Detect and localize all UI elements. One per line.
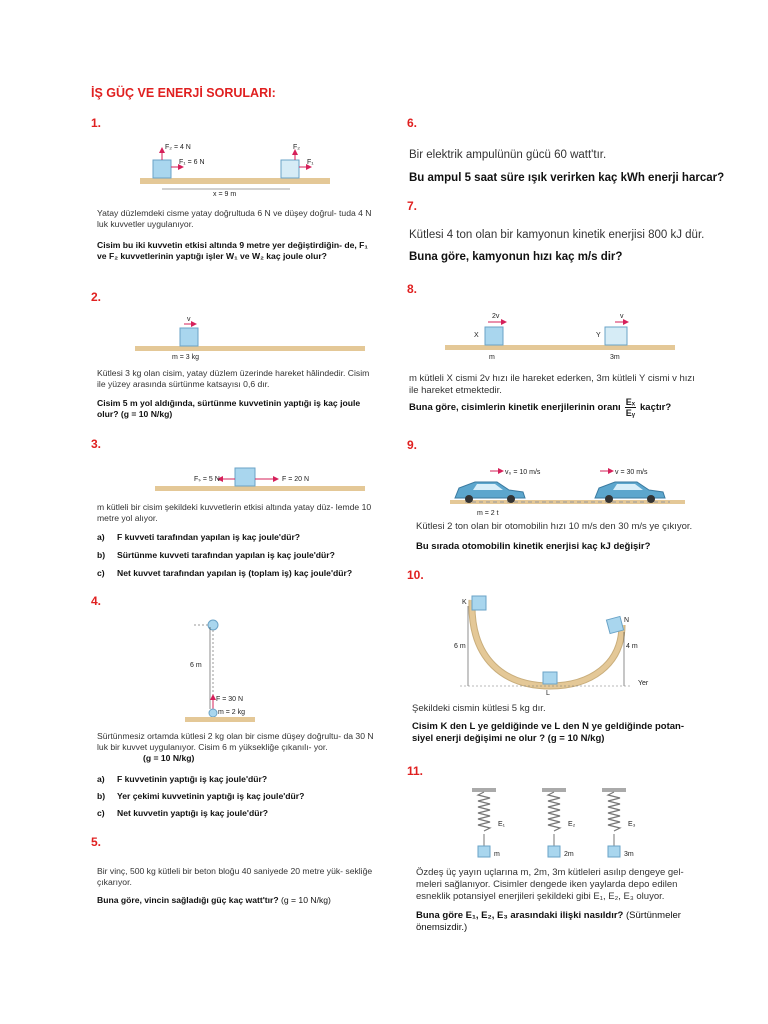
block-n xyxy=(606,616,623,633)
q11-figure xyxy=(460,786,670,862)
question-number-1: 1. xyxy=(91,116,102,130)
q3-a-text: F kuvveti tarafından yapılan iş kaç joule'dür? xyxy=(117,532,301,542)
q3-b-label: b) xyxy=(97,550,106,560)
friction-label: Fₛ = 5 N xyxy=(194,476,220,483)
q11-question xyxy=(416,910,702,934)
e2-label: E₂ xyxy=(568,821,576,828)
q7-text: Kütlesi 4 ton olan bir kamyonun kinetik enerjisi 800 kJ dür. xyxy=(409,229,705,241)
q4-g: (g = 10 N/kg) xyxy=(143,753,195,763)
surface xyxy=(135,346,365,351)
surface xyxy=(140,178,330,184)
q5-question xyxy=(97,895,331,906)
hk-label: 6 m xyxy=(454,643,466,650)
ground-label: Yer xyxy=(638,680,649,687)
q8-frac-den: Eᵧ xyxy=(625,408,635,418)
q9-figure xyxy=(445,460,690,518)
hn-label: 4 m xyxy=(626,643,638,650)
f1-label: F₁ = 6 N xyxy=(179,159,205,166)
q3-text: m kütleli bir cisim şekildeki kuvvetlerin etkisi altında yatay düz- lemde 10 metre yol alıyor. xyxy=(97,502,372,523)
q8-text: m kütleli X cismi 2v hızı ile hareket ederken, 3m kütleli Y cismi v hızı ile hareket etmektedir. xyxy=(409,373,695,396)
x-label: X xyxy=(474,332,479,339)
spring-1 xyxy=(472,788,506,858)
q1-question: Cisim bu iki kuvvetin etkisi altında 9 metre yer değiştirdiğin- de, F₁ ve F₂ kuvvetlerinin yaptığı işler W₁ ve W₂ kaç joule olur? xyxy=(97,240,368,261)
q5-g: (g = 10 N/kg) xyxy=(280,895,331,905)
q5-question-text: Buna göre, vincin sağladığı güç kaç watt'tır? xyxy=(97,895,279,905)
q8-fraction xyxy=(625,397,636,418)
q10-text: Şekildeki cismin kütlesi 5 kg dır. xyxy=(412,703,546,714)
q3-figure xyxy=(150,458,370,498)
f2-label: F₂ = 4 N xyxy=(165,144,191,151)
block-left xyxy=(153,160,171,178)
block-k xyxy=(472,596,486,610)
question-number-11: 11. xyxy=(407,764,424,778)
q4-text: Sürtünmesiz ortamda kütlesi 2 kg olan bir cisme düşey doğrultu- da 30 N luk bir kuvvet uygulanıyor. Cisim 6 m yüksekliğe çıkanılı- yor. xyxy=(97,731,374,752)
q4-a-label: a) xyxy=(97,774,105,784)
q5-text: Bir vinç, 500 kg kütleli bir beton bloğu 40 saniyede 20 metre yük- sekliğe çıkarıyor. xyxy=(97,866,373,887)
car-right xyxy=(595,482,665,503)
y-label: Y xyxy=(596,332,601,339)
q8-question-text: Buna göre, cisimlerin kinetik enerjilerinin oranı xyxy=(409,402,621,413)
l-label: L xyxy=(546,690,550,697)
v-label: v xyxy=(620,313,624,320)
2v-label: 2v xyxy=(492,313,500,320)
q8-figure xyxy=(440,307,680,365)
question-number-9: 9. xyxy=(407,438,418,452)
m2-label: 2m xyxy=(564,851,574,858)
q9-text: Kütlesi 2 ton olan bir otomobilin hızı 10 m/s den 30 m/s ye çıkıyor. xyxy=(416,521,693,532)
block xyxy=(180,328,198,346)
n-label: N xyxy=(624,617,630,624)
e1-label: E₁ xyxy=(498,821,506,828)
q11-note: (Sürtünmeler önemsizdir.) xyxy=(416,910,681,933)
question-number-8: 8. xyxy=(407,282,418,296)
m3-label: 3m xyxy=(624,851,634,858)
q1-text: Yatay düzlemdeki cisme yatay doğrultuda 6 N ve düşey doğrul- tuda 4 N luk kuvvetler uygulanıyor. xyxy=(97,208,372,229)
question-number-10: 10. xyxy=(407,568,424,582)
height-label: 6 m xyxy=(190,662,202,669)
surface xyxy=(155,486,365,491)
question-number-3: 3. xyxy=(91,437,102,451)
q11-text: Özdeş üç yayın uçlarına m, 2m, 3m kütleleri asılıp dengeye gel- meleri sağlanıyor. Cisimler dengede iken yaylarda depo edilen esneklik potansiyel enerjileri şekildeki gibi E₁, E₂, E₃ oluyor. xyxy=(416,867,684,902)
block-right xyxy=(281,160,299,178)
force-label: F = 20 N xyxy=(282,476,310,483)
block xyxy=(235,468,255,486)
question-number-4: 4. xyxy=(91,594,102,608)
block-y xyxy=(605,327,627,345)
q2-question: Cisim 5 m yol aldığında, sürtünme kuvvetinin yaptığı iş kaç joule olur? (g = 10 N/kg) xyxy=(97,398,361,419)
q4-figure xyxy=(180,615,280,727)
question-number-6: 6. xyxy=(407,116,418,130)
q3-c-text: Net kuvvet tarafından yapılan iş (toplam iş) kaç joule'dür? xyxy=(117,568,353,578)
mass-label: m = 2 t xyxy=(477,510,499,517)
mass-label: m = 3 kg xyxy=(172,354,200,361)
q4-c-text: Net kuvvetin yaptığı iş kaç joule'dür? xyxy=(117,808,269,818)
q2-text: Kütlesi 3 kg olan cisim, yatay düzlem üzerinde hareket hâlindedir. Cisim ile yüzey arasında sürtünme katsayısı 0,6 dır. xyxy=(97,368,370,389)
q6-text: Bir elektrik ampulünün gücü 60 watt'tır. xyxy=(409,149,607,161)
q3-b-text: Sürtünme kuvveti tarafından yapılan iş kaç joule'dür? xyxy=(117,550,335,560)
q1-figure xyxy=(135,140,335,200)
page-title: İŞ GÜÇ VE ENERJİ SORULARI: xyxy=(91,86,276,100)
question-number-7: 7. xyxy=(407,199,418,213)
distance-label: x = 9 m xyxy=(213,191,237,198)
q8-question xyxy=(409,397,671,418)
q4-c-label: c) xyxy=(97,808,105,818)
q6-question: Bu ampul 5 saat süre ışık verirken kaç kWh enerji harcar? xyxy=(409,172,725,184)
bottom-ball xyxy=(209,709,217,717)
q3-c-label: c) xyxy=(97,568,105,578)
m1-label: m xyxy=(494,851,500,858)
q9-question: Bu sırada otomobilin kinetik enerjisi kaç kJ değişir? xyxy=(416,541,651,552)
question-number-5: 5. xyxy=(91,835,102,849)
force-label: F = 30 N xyxy=(216,696,244,703)
q10-question: Cisim K den L ye geldiğinde ve L den N ye geldiğinde potan- siyel enerji değişimi ne olur ? (g = 10 N/kg) xyxy=(412,721,685,744)
q2-figure xyxy=(130,313,370,363)
surface xyxy=(445,345,675,350)
k-label: K xyxy=(462,599,467,606)
q8-frac-num: Eₓ xyxy=(625,397,636,407)
question-number-2: 2. xyxy=(91,290,102,304)
q10-figure xyxy=(450,590,660,700)
v0-label: v₀ = 10 m/s xyxy=(505,469,541,476)
q8-question-end: kaçtır? xyxy=(640,402,672,413)
q7-question: Buna göre, kamyonun hızı kaç m/s dir? xyxy=(409,251,623,263)
3m-label: 3m xyxy=(610,354,620,361)
mass-label: m = 2 kg xyxy=(218,709,246,716)
q4-b-text: Yer çekimi kuvvetinin yaptığı iş kaç joule'dür? xyxy=(117,791,305,801)
block-x xyxy=(485,327,503,345)
spring-2 xyxy=(542,788,576,858)
q11-question-text: Buna göre E₁, E₂, E₃ arasındaki ilişki nasıldır? xyxy=(416,910,624,921)
q4-b-label: b) xyxy=(97,791,106,801)
right-f1-label: F₁ xyxy=(307,159,314,166)
right-f2-label: F₂ xyxy=(293,144,300,151)
v-label: v = 30 m/s xyxy=(615,469,648,476)
q4-a-text: F kuvvetinin yaptığı iş kaç joule'dür? xyxy=(117,774,268,784)
top-ball xyxy=(208,620,218,630)
block-l xyxy=(543,672,557,684)
ground xyxy=(185,717,255,722)
spring-3 xyxy=(602,788,636,858)
car-left xyxy=(455,482,525,503)
q3-a-label: a) xyxy=(97,532,105,542)
v-label: v xyxy=(187,316,191,323)
m-label: m xyxy=(489,354,495,361)
e3-label: E₃ xyxy=(628,821,636,828)
